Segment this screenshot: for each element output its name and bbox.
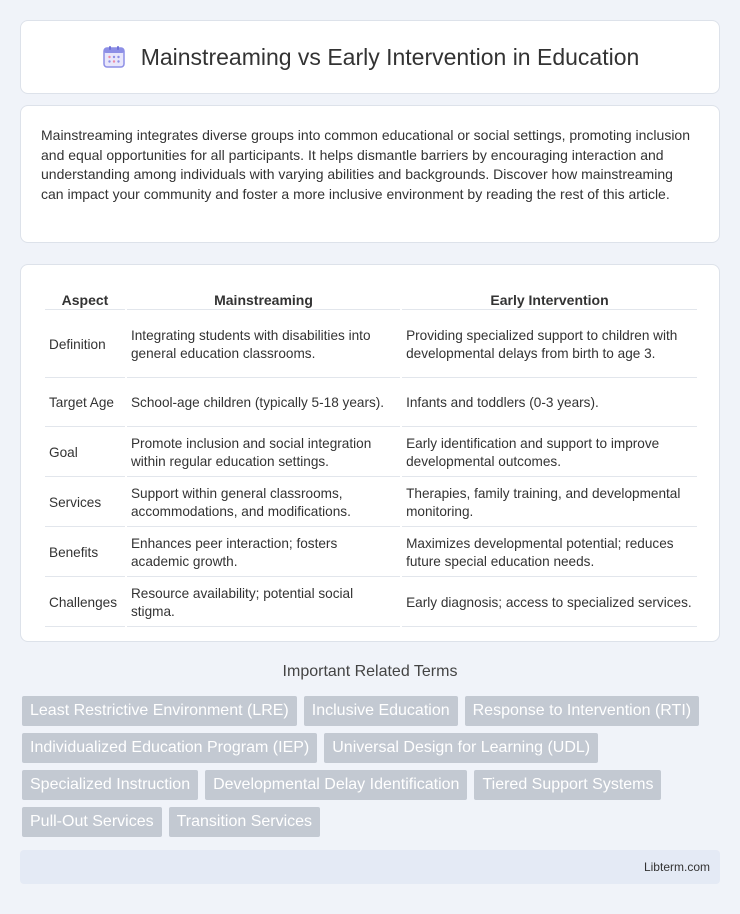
row-early-intervention: Maximizes developmental potential; reduces future special education needs. <box>402 529 697 577</box>
row-aspect: Goal <box>45 429 125 477</box>
related-term-tag[interactable]: Least Restrictive Environment (LRE) <box>22 696 297 726</box>
row-aspect: Challenges <box>45 579 125 627</box>
row-mainstreaming: Enhances peer interaction; fosters academic growth. <box>127 529 400 577</box>
row-early-intervention: Early identification and support to improve developmental outcomes. <box>402 429 697 477</box>
row-mainstreaming: Promote inclusion and social integration within regular education settings. <box>127 429 400 477</box>
page-title: Mainstreaming vs Early Intervention in Education <box>140 43 640 70</box>
comparison-table-card <box>20 264 720 642</box>
related-term-tag[interactable]: Universal Design for Learning (UDL) <box>324 733 598 763</box>
related-term-tag[interactable]: Tiered Support Systems <box>474 770 661 800</box>
related-term-tag[interactable]: Pull-Out Services <box>22 807 162 837</box>
table-row <box>45 312 697 378</box>
row-aspect: Target Age <box>45 380 125 427</box>
related-term-tag[interactable]: Individualized Education Program (IEP) <box>22 733 317 763</box>
row-mainstreaming: Support within general classrooms, accommodations, and modifications. <box>127 479 400 527</box>
row-mainstreaming: School-age children (typically 5-18 years). <box>127 380 400 427</box>
table-row <box>45 380 697 427</box>
intro-card <box>20 105 720 243</box>
table-row <box>45 479 697 527</box>
table-row <box>45 579 697 627</box>
header-aspect: Aspect <box>45 289 125 310</box>
table-header-row <box>45 289 697 310</box>
related-term-tag[interactable]: Developmental Delay Identification <box>205 770 467 800</box>
calendar-icon <box>101 44 127 70</box>
row-early-intervention: Providing specialized support to children with developmental delays from birth to age 3. <box>402 312 697 378</box>
related-term-tag[interactable]: Transition Services <box>169 807 320 837</box>
footer <box>20 850 720 884</box>
table-row <box>45 529 697 577</box>
related-term-tag[interactable]: Inclusive Education <box>304 696 458 726</box>
row-early-intervention: Infants and toddlers (0-3 years). <box>402 380 697 427</box>
related-term-tag[interactable]: Specialized Instruction <box>22 770 198 800</box>
intro-text: Mainstreaming integrates diverse groups into common educational or social settings, promoting inclusion and equal opportunities for all participants. It helps dismantle barriers by encouraging interaction and understanding among individuals with varying abilities and backgrounds. Discover how mainstreaming can impact your community and foster a more inclusive environment by reading the rest of this article. <box>41 127 690 202</box>
row-mainstreaming: Resource availability; potential social stigma. <box>127 579 400 627</box>
row-aspect: Services <box>45 479 125 527</box>
row-mainstreaming: Integrating students with disabilities into general education classrooms. <box>127 312 400 378</box>
row-aspect: Definition <box>45 312 125 378</box>
related-term-tag[interactable]: Response to Intervention (RTI) <box>465 696 699 726</box>
row-early-intervention: Early diagnosis; access to specialized services. <box>402 579 697 627</box>
related-terms-title: Important Related Terms <box>282 663 458 680</box>
row-aspect: Benefits <box>45 529 125 577</box>
footer-site-link[interactable]: Libterm.com <box>643 860 710 874</box>
header-mainstreaming: Mainstreaming <box>127 289 400 310</box>
related-terms-list <box>22 696 722 844</box>
row-early-intervention: Therapies, family training, and developmental monitoring. <box>402 479 697 527</box>
table-row <box>45 429 697 477</box>
comparison-table <box>43 287 699 629</box>
header-early-intervention: Early Intervention <box>402 289 697 310</box>
title-card <box>20 20 720 94</box>
